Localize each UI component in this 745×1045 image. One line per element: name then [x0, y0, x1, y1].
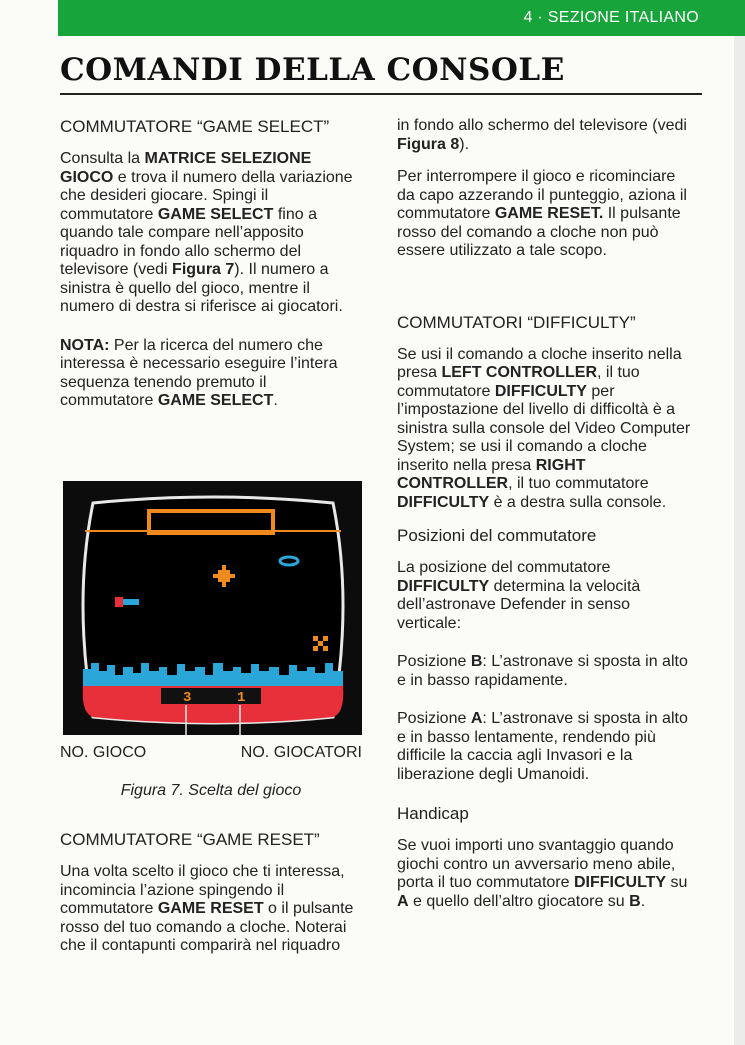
- section-header-bar: [58, 0, 745, 36]
- text-run: .: [640, 892, 646, 910]
- page-title: COMANDI DELLA CONSOLE: [60, 52, 565, 88]
- bold-term: DIFFICULTY: [397, 493, 490, 511]
- bold-term: B: [470, 653, 483, 670]
- text-run: Se usi il comando a cloche inserito nella presa: [397, 345, 682, 381]
- game-select-heading: COMMUTATORE “GAME SELECT”: [60, 117, 330, 136]
- bold-term: A: [397, 892, 409, 910]
- handicap-paragraph: [397, 837, 697, 911]
- bold-term: B: [629, 892, 641, 910]
- text-run: fino a quando tale compare nell’apposito riquadro in fondo allo schermo del televisore (vedi: [60, 205, 317, 278]
- label-players-number: NO. GIOCATORI: [240, 744, 362, 761]
- position-b-paragraph: [397, 653, 697, 690]
- text-run: , il tuo commutatore: [397, 364, 640, 400]
- text-run: Il pulsante rosso del comando a cloche non può essere utilizzato a tale scopo.: [397, 205, 681, 259]
- section-label: 4 · SEZIONE ITALIANO: [523, 9, 699, 26]
- game-reset-paragraph: [60, 863, 360, 956]
- game-select-figure: [63, 481, 362, 735]
- position-a-paragraph: [397, 710, 697, 784]
- bold-term: GAME RESET.: [494, 205, 604, 222]
- text-run: e quello dell’altro giocatore su: [408, 892, 630, 910]
- positions-heading: Posizioni del commutatore: [397, 526, 597, 545]
- bold-term: DIFFICULTY: [397, 577, 490, 595]
- text-run: Consulta la: [60, 150, 145, 167]
- text-run: Posizione: [397, 653, 471, 670]
- difficulty-paragraph: [397, 346, 697, 513]
- text-run: e trova il numero della variazione che desideri giocare. Spingi il commutatore: [60, 168, 353, 223]
- restart-paragraph: [397, 168, 697, 261]
- page-edge: [734, 36, 745, 1045]
- text-run: Per interrompere il gioco e ricominciare da capo azzerando il punteggio, aziona il commutatore: [397, 168, 687, 222]
- text-run: ).: [459, 135, 470, 153]
- text-run: Per la ricerca del numero che interessa è necessario eseguire l’intera sequenza tenendo premuto il commutatore: [60, 336, 338, 409]
- text-run: Se vuoi importi uno svantaggio quando giochi contro un avversario meno abile, porta il tuo commutatore: [397, 837, 676, 891]
- bold-term: DIFFICULTY: [573, 874, 667, 891]
- right-column: [397, 117, 697, 911]
- text-run: o il pulsante rosso del tuo comando a cloche. Noterai che il contapunti comparirà nel riquadro: [60, 900, 354, 954]
- bold-term: GAME SELECT: [157, 205, 274, 223]
- text-run: .: [273, 392, 278, 409]
- left-column-bottom: [60, 830, 360, 956]
- game-number: 3: [183, 690, 192, 706]
- figure-labels: [60, 744, 362, 766]
- bold-term: Figura 8: [397, 135, 460, 153]
- bold-term: GAME RESET: [157, 900, 264, 917]
- text-run: è a destra sulla console.: [489, 493, 667, 511]
- text-run: su: [666, 874, 688, 891]
- text-run: , il tuo commutatore: [508, 475, 649, 492]
- bold-term: NOTA:: [60, 336, 110, 354]
- text-run: Una volta scelto il gioco che ti interessa, incomincia l’azione spingendo il commutatore: [60, 863, 345, 917]
- bold-term: MATRICE SELEZIONE GIOCO: [60, 150, 312, 186]
- difficulty-heading: COMMUTATORI “DIFFICULTY”: [397, 312, 636, 332]
- text-run: Posizione: [397, 710, 471, 727]
- game-select-paragraph: [60, 150, 360, 317]
- text-run: : L’astronave si sposta in alto e in basso rapidamente.: [397, 653, 688, 689]
- text-run: La posizione del commutatore: [397, 559, 611, 576]
- game-reset-heading: COMMUTATORE “GAME RESET”: [60, 830, 320, 849]
- title-divider: [60, 93, 702, 95]
- bold-term: A: [470, 710, 483, 727]
- text-run: determina la velocità dell’astronave Defender in senso verticale:: [397, 577, 641, 632]
- bold-term: GAME SELECT: [157, 392, 274, 409]
- handicap-heading: Handicap: [397, 804, 469, 823]
- left-column: [60, 117, 360, 411]
- note-paragraph: [60, 337, 360, 411]
- figure-caption: Figura 7. Scelta del gioco: [120, 782, 302, 799]
- continued-paragraph: [397, 117, 697, 154]
- label-game-number: NO. GIOCO: [60, 744, 147, 761]
- text-run: per l’impostazione del livello di difficoltà è a sinistra sulla console del Video Computer System; se usi il comando a cloche inserito nella presa: [397, 382, 691, 474]
- bold-term: LEFT CONTROLLER: [441, 364, 598, 381]
- text-run: ). Il numero a sinistra è quello del gioco, mentre il numero di destra si riferisce ai giocatori.: [60, 261, 343, 315]
- text-run: : L’astronave si sposta in alto e in basso lentamente, rendendo più difficile la caccia agli Invasori e la liberazione degli Umanoidi.: [397, 710, 688, 783]
- players-number: 1: [237, 690, 246, 706]
- text-run: in fondo allo schermo del televisore (vedi: [397, 117, 687, 134]
- bold-term: DIFFICULTY: [494, 382, 587, 400]
- bold-term: RIGHT CONTROLLER: [397, 456, 586, 492]
- score-box: [161, 688, 261, 704]
- bold-term: Figura 7: [172, 261, 235, 278]
- positions-paragraph: [397, 559, 697, 633]
